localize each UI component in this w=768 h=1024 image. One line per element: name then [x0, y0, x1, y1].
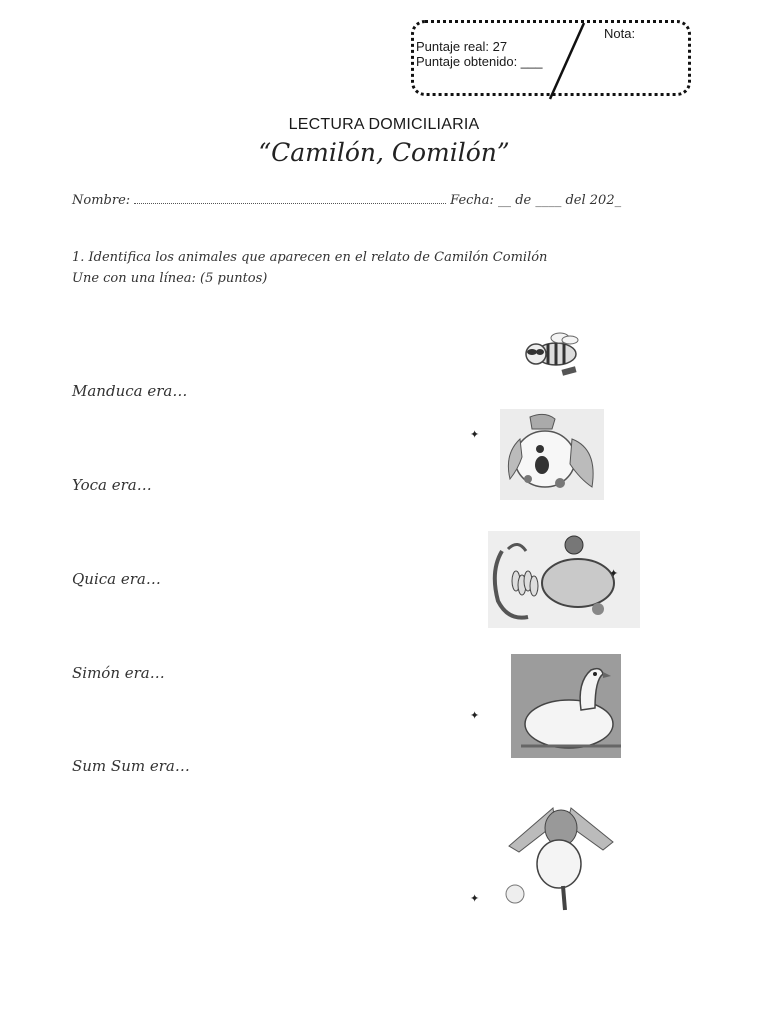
item-sumsum: Sum Sum era… [72, 757, 190, 775]
name-date-line [72, 193, 712, 208]
donkey-icon [501, 798, 619, 915]
nota-label: Nota: [604, 26, 636, 41]
page-heading: LECTURA DOMICILIARIA [288, 116, 480, 133]
date-label: Fecha: __ de ____ del 202_ [450, 193, 622, 208]
donkey-illustration[interactable] [501, 798, 619, 915]
item-manduca: Manduca era… [72, 382, 188, 400]
item-yoca: Yoca era… [72, 476, 152, 494]
question-line-2: Une con una línea: (5 puntos) [72, 271, 268, 286]
name-field[interactable] [134, 195, 446, 204]
score-real: Puntaje real: 27 [416, 39, 508, 54]
story-title: “Camilón, Comilón” [258, 138, 510, 167]
item-quica: Quica era… [72, 570, 161, 588]
name-label: Nombre: [72, 193, 131, 208]
match-point-4[interactable]: ✦ [470, 893, 480, 905]
match-point-1[interactable]: ✦ [470, 429, 480, 441]
bee-icon [512, 326, 590, 382]
goose-illustration[interactable] [511, 654, 621, 758]
match-point-3[interactable]: ✦ [470, 710, 480, 722]
bee-illustration[interactable] [512, 326, 590, 382]
match-point-2[interactable]: ✦ [609, 568, 619, 580]
score-obtained: Puntaje obtenido: ___ [416, 54, 543, 69]
goose-icon [511, 654, 621, 758]
score-box [411, 20, 691, 96]
dog-icon [500, 409, 604, 500]
item-simon: Simón era… [72, 664, 165, 682]
dog-illustration[interactable] [500, 409, 604, 500]
question-line-1: 1. Identifica los animales que aparecen en el relato de Camilón Comilón [72, 250, 548, 265]
